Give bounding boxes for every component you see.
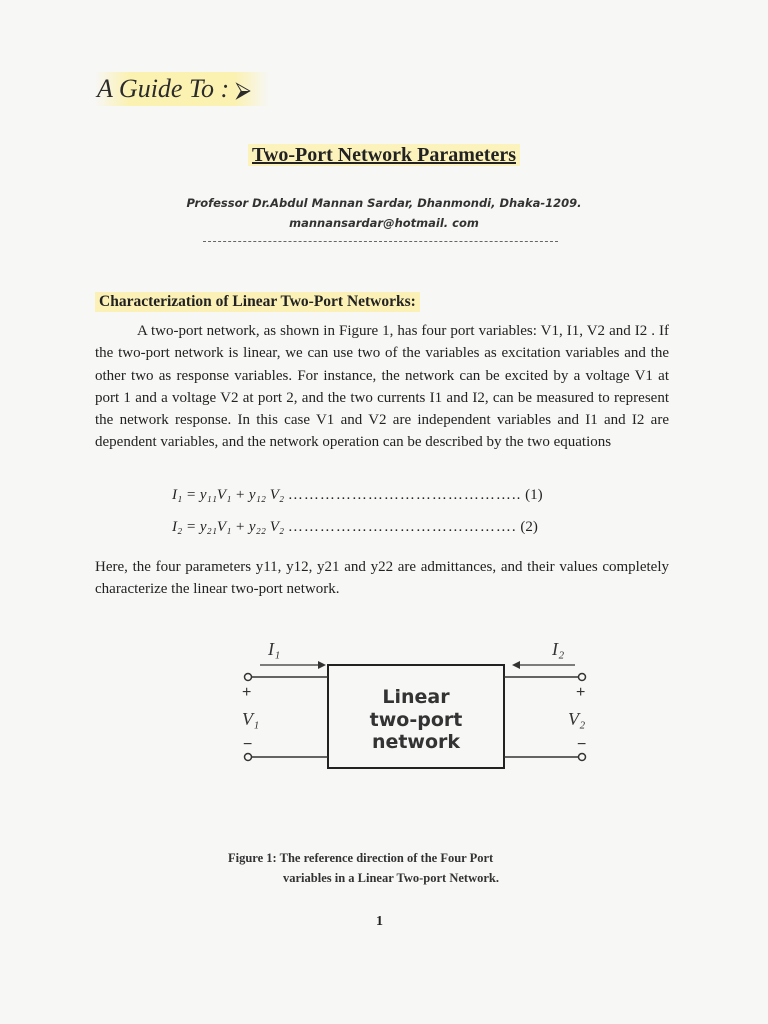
author-block (0, 193, 768, 233)
document-title (0, 144, 768, 167)
label-v1: V₁ (242, 709, 260, 729)
port1-bottom-terminal (245, 754, 252, 761)
paragraph-parameters (95, 556, 669, 600)
figure-caption-line1: Figure 1: The reference direction of the Four Port (228, 851, 494, 865)
box-label-line2: two-port (369, 709, 463, 731)
port2-top-terminal (579, 674, 586, 681)
equation-1-dots: …………………………………….. (287, 487, 522, 503)
equation-2 (172, 519, 538, 536)
label-i2: I₂ (552, 639, 565, 659)
guide-heading (95, 72, 269, 106)
port2-bottom-terminal (579, 754, 586, 761)
port1-top-terminal (245, 674, 252, 681)
label-i1: I₁ (268, 639, 281, 659)
equation-1 (172, 487, 543, 504)
arrow-icon: ⮚ (235, 77, 251, 102)
equation-2-lhs: I₂ = y₂₁V₁ + y₂₂ V₂ (172, 519, 285, 535)
port1-minus: − (243, 736, 253, 753)
port1-plus: + (242, 684, 252, 701)
port2-plus: + (576, 684, 586, 701)
i1-arrow-head (318, 661, 326, 669)
port2-minus: − (577, 736, 587, 753)
two-port-network-figure (230, 635, 610, 785)
paragraph-intro-text: A two-port network, as shown in Figure 1, has four port variables: V1, I1, V2 and I2 . If the two-port network is linear, we can use two of the variables as excitation variables and the other two as response variables. For instance, the network can be excited by a voltage V1 at port 1 and a voltage V2 at port 2, and the two currents I1 and I2, can be measured to represent the network response. In this case V1 and V2 are independent variables and I1 and I2 are dependent variables, and the network operation can be described by the two equations (95, 323, 669, 451)
figure-caption (228, 848, 568, 888)
document-title-text: Two-Port Network Parameters (248, 144, 520, 166)
paragraph-parameters-text: Here, the four parameters y11, y12, y21 and y22 are admittances, and their values completely characterize the linear two-port network. (95, 559, 669, 597)
paragraph-intro (95, 320, 669, 454)
label-v2: V₂ (568, 709, 586, 729)
equation-2-dots: ……………………………………. (287, 519, 517, 535)
equation-2-number: (2) (520, 519, 538, 535)
box-label-line1: Linear (382, 686, 450, 708)
dashed-divider (203, 241, 558, 242)
figure-caption-line2: variables in a Linear Two-port Network. (283, 871, 499, 885)
section-heading: Characterization of Linear Two-Port Networks: (95, 292, 420, 312)
i2-arrow-head (512, 661, 520, 669)
box-label-line3: network (371, 731, 461, 753)
author-email: mannansardar@hotmail. com (289, 216, 479, 230)
page-number: 1 (376, 914, 383, 929)
guide-text: A Guide To : (97, 74, 230, 103)
equation-1-number: (1) (525, 487, 543, 503)
author-line: Professor Dr.Abdul Mannan Sardar, Dhanmondi, Dhaka-1209. (186, 196, 582, 210)
equation-1-lhs: I₁ = y₁₁V₁ + y₁₂ V₂ (172, 487, 285, 503)
